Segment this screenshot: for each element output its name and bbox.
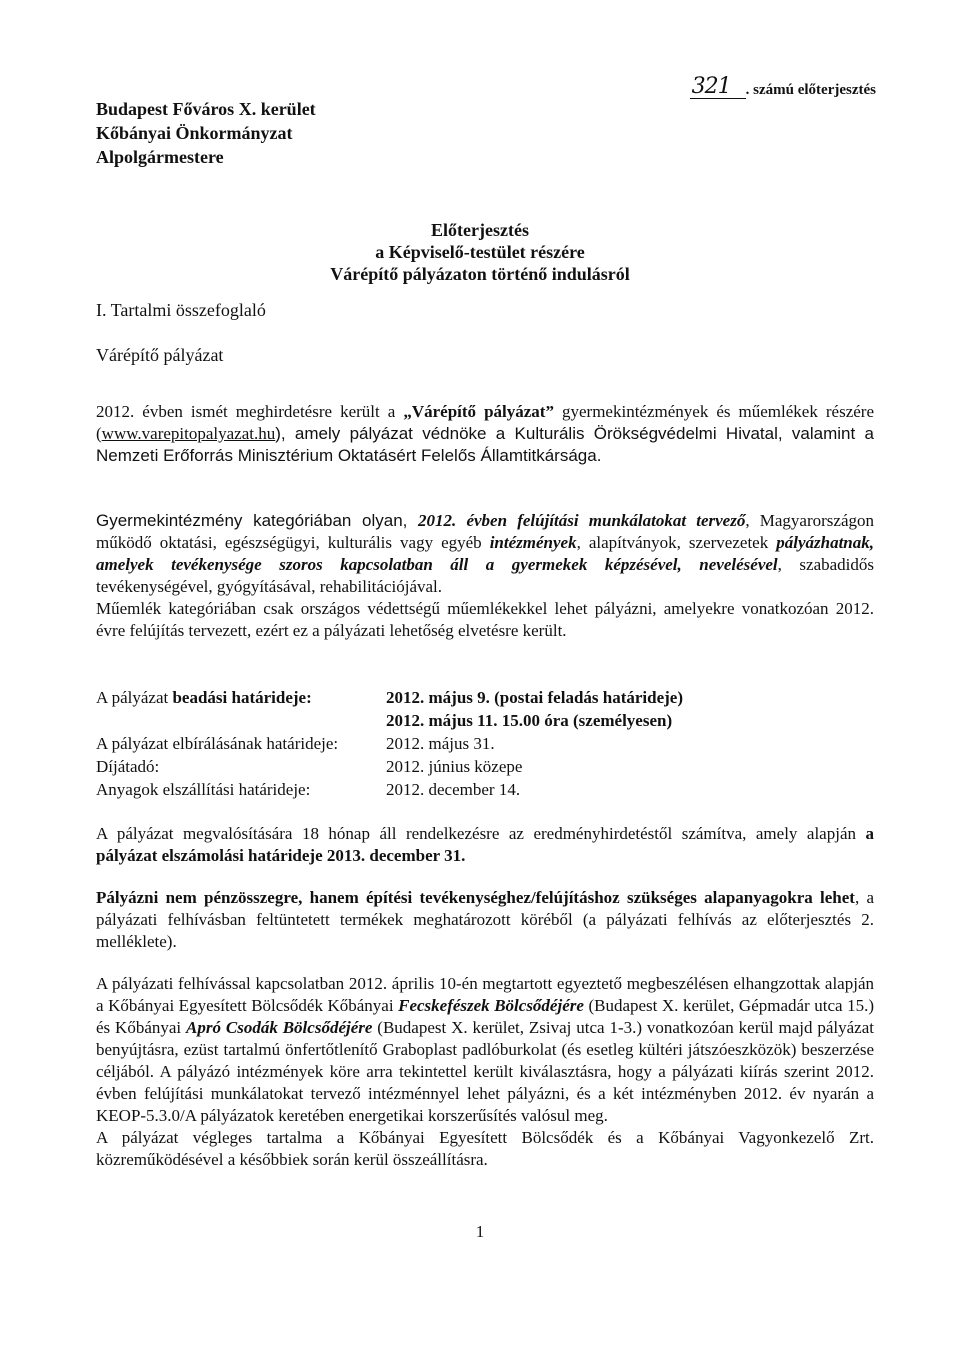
text-run: (Budapest X. kerület, Gépmadár utca 15.) és Kőbányai — [96, 996, 874, 1037]
subsection-heading: Várépítő pályázat — [96, 345, 224, 365]
text-run: gyermekintézmények és műemlékek részére ( — [96, 402, 874, 443]
deadline-value: 2012. december 14. — [386, 780, 521, 799]
issuer-line: Kőbányai Önkormányzat — [96, 123, 293, 143]
document-number — [690, 76, 876, 99]
text-run: ), amely pályázat védnöke a Kulturális Örökségvédelmi Hivatal, valamint a Nemzeti Erőforrás Minisztérium Oktatásért Felelős Államtitkársága. — [96, 424, 874, 465]
deadline-row — [96, 711, 683, 734]
issuer-line: Budapest Főváros X. kerület — [96, 99, 316, 119]
title-line: Várépítő pályázaton történő indulásról — [330, 264, 630, 284]
emphasis-run: 2012. évben felújítási munkálatokat tervező — [418, 511, 746, 530]
emphasis-run: intézmények — [489, 533, 577, 552]
website-link[interactable]: www.varepitopalyazat.hu — [101, 424, 276, 443]
issuer-block — [96, 97, 316, 169]
deadlines-table — [96, 688, 683, 803]
intro-paragraph — [96, 401, 874, 467]
program-name: „Várépítő pályázat” — [403, 402, 554, 421]
meeting-paragraph — [96, 973, 874, 1171]
text-run: , szabadidős tevékenységével, gyógyításával, rehabilitációjával. — [96, 555, 875, 596]
deadline-value: 2012. május 31. — [386, 734, 495, 753]
text-run: , a pályázati felhívásban feltüntetett termékek meghatározott köréből (a pályázati felhívás az előterjesztés 2. melléklete). — [96, 888, 874, 951]
monument-sentence: Műemlék kategóriában csak országos védettségű műemlékekkel lehet pályázni, amelyekre vonatkozóan 2012. évre felújítás tervezett, ezért ez a pályázati lehetőség elvetésre került. — [96, 599, 874, 640]
deadline-label — [96, 711, 386, 734]
deadline-value: 2012. május 11. 15.00 óra (személyesen) — [386, 711, 673, 730]
deadline-label: A pályázat — [96, 688, 173, 707]
emphasis-run: a pályázat elszámolási határideje 2013. december 31. — [96, 824, 874, 865]
category-paragraph — [96, 510, 874, 642]
section-heading: I. Tartalmi összefoglaló — [96, 300, 266, 320]
deadline-row — [96, 734, 683, 757]
deadline-row — [96, 757, 683, 780]
deadline-label-bold: beadási határideje: — [172, 688, 312, 707]
text-run: 2012. évben ismét meghirdetésre került a — [96, 402, 404, 421]
text-run: , Magyarországon működő oktatási, egészségügyi, kulturális vagy egyéb — [96, 511, 874, 552]
document-title — [0, 219, 960, 285]
nursery-name: Apró Csodák Bölcsődéjére — [186, 1018, 373, 1037]
deadline-value: 2012. június közepe — [386, 757, 523, 776]
nursery-name: Fecskefészek Bölcsődéjére — [398, 996, 584, 1015]
document-number-suffix: . számú előterjesztés — [745, 82, 876, 98]
deadline-row — [96, 780, 683, 803]
deadline-value: 2012. május 9. (postai feladás határideje) — [386, 688, 684, 707]
funding-paragraph — [96, 823, 874, 867]
text-run: A pályázati felhívással kapcsolatban 2012. április 10-én megtartott egyeztető megbeszélésen elhangzottak alapján a Kőbányai Egyesített Bölcsődék Kőbányai — [96, 974, 874, 1015]
text-run: , alapítványok, szervezetek — [576, 533, 777, 552]
page-number: 1 — [475, 1222, 485, 1241]
final-sentence: A pályázat végleges tartalma a Kőbányai Egyesített Bölcsődék és a Kőbányai Vagyonkezelő Zrt. közreműködésével a későbbiek során kerül összeállításra. — [96, 1128, 874, 1169]
deadline-label: Anyagok elszállítási határideje: — [96, 780, 311, 799]
materials-paragraph — [96, 887, 874, 953]
text-run: A pályázat megvalósítására 18 hónap áll rendelkezésre az eredményhirdetéstől számítva, amely alapján — [96, 824, 866, 843]
issuer-line: Alpolgármestere — [96, 147, 224, 167]
emphasis-run: pályázhatnak, amelyek tevékenysége szoros kapcsolatban áll a gyermekek képzésével, nevelésével — [96, 533, 875, 574]
emphasis-run: Pályázni nem pénzösszegre, hanem építési tevékenységhez/felújításhoz szükséges alapanyagokra lehet — [96, 888, 855, 907]
deadline-label: Díjátadó: — [96, 757, 160, 776]
text-run: Gyermekintézmény kategóriában olyan, — [96, 511, 419, 530]
deadline-label: A pályázat elbírálásának határideje: — [96, 734, 339, 753]
deadline-row — [96, 688, 683, 711]
title-line: Előterjesztés — [431, 220, 529, 240]
handwritten-number: 321 — [690, 76, 746, 99]
text-run: (Budapest X. kerület, Zsivaj utca 1-3.) vonatkozóan kerül majd pályázat benyújtásra, ezüst tartalmú önfertőtlenítő Graboplast padlóburkolat (és esetleg kültéri játszóeszközök) beszerzése céljából. A pályázó intézmények köre arra tekintettel került kiválasztásra, hogy a pályázati kiírás szerint 2012. évben felújítási munkálatokat tervező intézménnyel lehet pályázni, és a két intézményben 2012. év nyarán a KEOP-5.3.0/A pályázatok keretében energetikai korszerűsítés valósul meg. — [96, 1018, 874, 1125]
title-line: a Képviselő-testület részére — [375, 242, 585, 262]
